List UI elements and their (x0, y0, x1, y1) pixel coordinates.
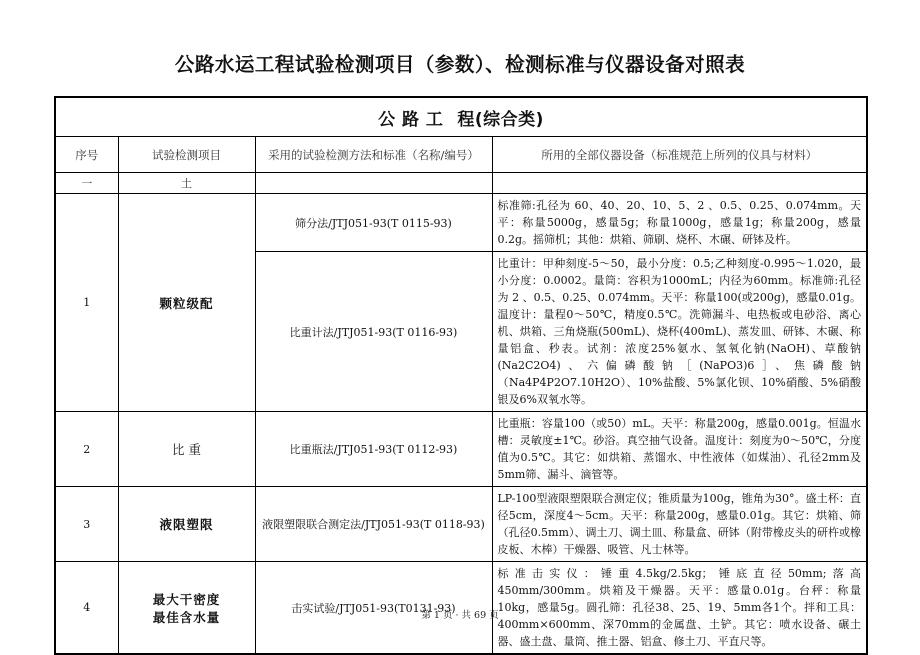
header-no: 序号 (55, 137, 118, 173)
banner-part2: 程(综合类) (457, 109, 544, 130)
equipment-list: 标准筛:孔径为 60、40、20、10、5、2 、0.5、0.25、0.074mm。天平：称量5000g，感量5g；称量1000g，感量1g；称量200g，感量0.2g。摇筛机；其他：烘箱、筛刷、烧杯、木碾、研钵及杵。 (492, 194, 867, 252)
document-title: 公路水运工程试验检测项目（参数）、检测标准与仪器设备对照表 (174, 53, 746, 76)
section-empty-method (255, 173, 492, 194)
banner-part1: 公 路 工 (378, 109, 444, 130)
row-number: 3 (55, 487, 118, 562)
test-item-line: 最佳含水量 (152, 609, 221, 625)
header-row (55, 137, 867, 173)
test-method: 比重瓶法/JTJ051-93(T 0112-93) (255, 412, 492, 487)
table-banner-row (55, 97, 867, 137)
test-method: 筛分法/JTJ051-93(T 0115-93) (255, 194, 492, 252)
row-number: 4 (55, 562, 118, 655)
header-method: 采用的试验检测方法和标准（名称/编号） (255, 137, 492, 173)
section-row (55, 173, 867, 194)
test-method: 击实试验/JTJ051-93(T0131-93) (255, 562, 492, 655)
table-banner (55, 97, 867, 137)
section-empty-equipment (492, 173, 867, 194)
page-footer: 第 1 页 · 共 69 页 (421, 610, 499, 621)
section-name: 土 (118, 173, 255, 194)
test-item: 液限塑限 (118, 487, 255, 562)
table-row (55, 487, 867, 562)
equipment-list: 标准击实仪：锤重4.5kg/2.5kg；锤底直径50mm;落高450mm/300mm。烘箱及干燥器。天平：感量0.01g。台秤：称量10kg，感量5g。圆孔筛：孔径38、25、19、5mm各1个。拌和工具：400mm×600mm、深70mm的金属盘、土铲。其它：喷水设备、碾土器、盛土盘、量筒、推土器、铝盒、修土刀、平直尺等。 (492, 562, 867, 655)
equipment-list: 比重瓶：容量100（或50）mL。天平：称量200g，感量0.001g。恒温水槽：灵敏度±1℃。砂浴。真空抽气设备。温度计：刻度为0～50℃，分度值为0.5℃。其它：如烘箱、蒸馏水、中性液体（如煤油）、孔径2mm及5mm筛、漏斗、滴管等。 (492, 412, 867, 487)
row-number: 1 (55, 194, 118, 412)
test-item-line: 最大干密度 (152, 591, 221, 607)
equipment-list: 比重计：甲种刻度-5～50，最小分度：0.5;乙种刻度-0.995～1.020，最小分度：0.0002。量筒：容积为1000mL；内径为60mm。标准筛:孔径为 2 、0.5、0.25、0.074mm。天平：称量100(或200g)，感量0.01g。温度计：量程0～50℃，精度0.5℃。洗筛漏斗、电热板或电砂浴、离心机、烘箱、三角烧瓶(500mL)、烧杯(400mL)、蒸发皿、研钵、木碾、称量铝盒、秒表。试剂：浓度25%氨水、氢氧化钠(NaOH)、草酸钠(Na2C2O4)、六偏磷酸钠［(NaPO3)6］、焦磷酸钠（Na4P4P2O7.10H2O）、10%盐酸、5%氯化钡、10%硝酸、5%硝酸银及6%双氧水等。 (492, 252, 867, 412)
header-equipment: 所用的全部仪器设备（标准规范上所列的仪具与材料） (492, 137, 867, 173)
row-number: 2 (55, 412, 118, 487)
section-no: 一 (55, 173, 118, 194)
test-method: 液限塑限联合测定法/JTJ051-93(T 0118-93) (255, 487, 492, 562)
test-method: 比重计法/JTJ051-93(T 0116-93) (255, 252, 492, 412)
header-item: 试验检测项目 (118, 137, 255, 173)
test-item: 比 重 (118, 412, 255, 487)
table-row (55, 194, 867, 252)
equipment-list: LP-100型液限塑限联合测定仪；锥质量为100g，锥角为30°。盛土杯：直径5cm，深度4～5cm。天平：称量200g，感量0.01g。其它：烘箱、筛（孔径0.5mm）、调土刀、调土皿、称量盒、研钵（附带橡皮头的研杵或橡皮板、木棒）干燥器、吸管、凡士林等。 (492, 487, 867, 562)
test-item: 颗粒级配 (118, 194, 255, 412)
standards-table (54, 96, 868, 655)
table-row (55, 412, 867, 487)
